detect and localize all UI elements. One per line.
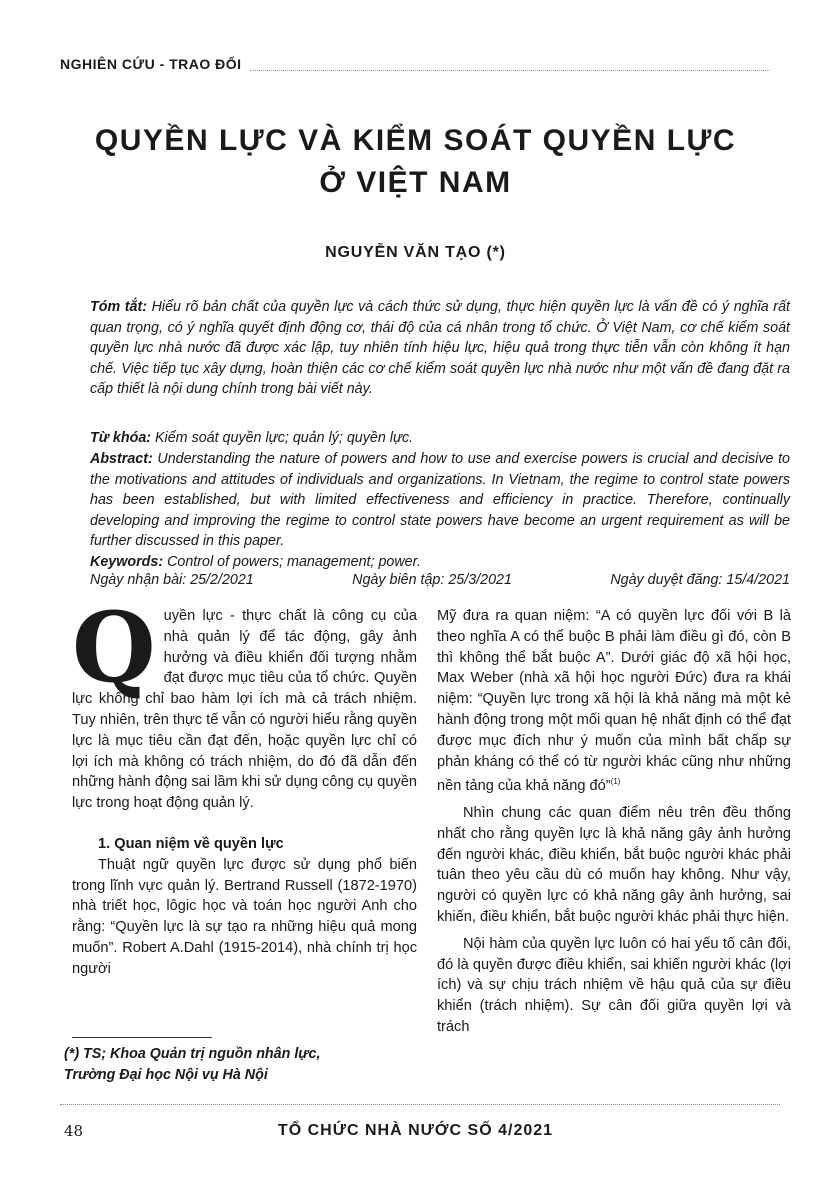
keywords-english: [90, 552, 790, 573]
date-received: Ngày nhận bài: 25/2/2021: [90, 572, 254, 588]
drop-cap: Q: [72, 591, 156, 704]
author-footnote: [64, 1044, 424, 1086]
body-left-column: [72, 591, 417, 980]
article-dates: [90, 572, 790, 588]
page-number: 48: [64, 1122, 84, 1140]
abstract-vi-text: Hiểu rõ bản chất của quyền lực và cách thức sử dụng, thực hiện quyền lực là vấn đề có ý nghĩa rất quan trọng, có ý nghĩa quyết định động cơ, thái độ của cá nhân trong tổ chức. Ở Việt Nam, cơ chế kiểm soát quyền lực nhà nước đã được xác lập, tuy nhiên tính hiệu lực, hiệu quả trong thực tiễn vẫn còn không ít hạn chế. Việc tiếp tục xây dựng, hoàn thiện các cơ chế kiểm soát quyền lực nhà nước như một vấn đề đang đặt ra cấp thiết là nội dung chính trong bài viết này.: [90, 299, 790, 398]
article-title-line1: QUYỀN LỰC VÀ KIỂM SOÁT QUYỀN LỰC: [94, 124, 737, 157]
footnote-line1: (*) TS; Khoa Quản trị nguồn nhân lực,: [64, 1046, 321, 1062]
keywords-vietnamese: [90, 428, 790, 449]
date-approved: Ngày duyệt đăng: 15/4/2021: [610, 572, 790, 588]
abstract-vietnamese: [90, 297, 790, 400]
footnote-line2: Trường Đại học Nội vụ Hà Nội: [64, 1067, 268, 1083]
section-heading-1: 1. Quan niệm về quyền lực: [98, 835, 284, 852]
abstract-english: [90, 449, 790, 552]
paragraph-1-cont-text: Mỹ đưa ra quan niệm: “A có quyền lực đối với B là theo nghĩa A có thể buộc B phải làm điều gì đó, còn B thì không thể bắt buộc A”. Dưới giác độ xã hội học, Max Weber (nhà xã hội học người Đức) đưa ra khái niệm: “Quyền lực trong xã hội là khả năng mà một kẻ hành động trong một mối quan hệ nhất định có thể đạt được mục đích như ý muốn của mình bất chấp sự phản kháng có thể có từ người khác cũng như những nền tảng của khả năng đó”: [437, 608, 791, 795]
journal-issue: TỔ CHỨC NHÀ NƯỚC SỐ 4/2021: [277, 1122, 554, 1139]
intro-paragraph: [72, 591, 417, 814]
abstract-en-label: Abstract:: [90, 451, 153, 467]
keywords-vi-text: Kiểm soát quyền lực; quản lý; quyền lực.: [151, 430, 414, 446]
keywords-en-label: Keywords:: [90, 554, 164, 570]
section-label: NGHIÊN CỨU - TRAO ĐỔI: [60, 56, 242, 72]
date-edited: Ngày biên tập: 25/3/2021: [352, 572, 512, 588]
author-name: NGUYỄN VĂN TẠO (*): [325, 244, 506, 261]
footnote-rule: [72, 1037, 212, 1038]
body-paragraph-2: Nhìn chung các quan điểm nêu trên đều thống nhất cho rằng quyền lực là khả năng gây ảnh hưởng đến người khác, điều khiển, bắt buộc người khác phải tuân theo yêu cầu dù có muốn hay không. Như vậy, người có quyền lực có khả năng gây ảnh hưởng, sai khiến, điều khiển, bắt buộc người khác phải thực hiện.: [437, 805, 791, 926]
body-right-column: [437, 606, 791, 1038]
body-paragraph-1: Thuật ngữ quyền lực được sử dụng phổ biến trong lĩnh vực quản lý. Bertrand Russell (1872-1970) nhà triết học, lôgic học và toán học người Anh cho rằng: “Quyền lực là sự tạo ra những hiệu quả mong muốn”. Robert A.Dahl (1915-2014), nhà chính trị học người: [72, 856, 417, 977]
keywords-vi-label: Từ khóa:: [90, 430, 152, 446]
footer-rule: [60, 1104, 780, 1105]
article-title-line2: Ở VIỆT NAM: [319, 166, 512, 199]
abstract-vi-label: Tóm tắt:: [90, 299, 148, 315]
body-paragraph-1-continued: [437, 606, 791, 797]
keywords-en-text: Control of powers; management; power.: [163, 554, 421, 570]
intro-text: uyền lực - thực chất là công cụ của nhà quản lý để tác động, gây ảnh hưởng và điều khiển đối tượng nhằm đạt được mục tiêu của tổ chức. Quyền lực không chỉ bao hàm lợi ích mà cả trách nhiệm. Tuy nhiên, trên thực tế vẫn có người hiểu rằng quyền lực là mục tiêu cần đạt đến, hoặc quyền lực chỉ có lợi ích mà không có trách nhiệm, do đó đã dẫn đến những hành động sai lầm khi sử dụng công cụ quyền lực trong hoạt động quản lý.: [72, 608, 417, 812]
abstract-en-text: Understanding the nature of powers and how to use and exercise powers is crucial and decisive to the motivations and attitudes of individuals and organizations. In Vietnam, the regime to control state powers has been established, but with limited effectiveness and efficiency in practice. Therefore, continually developing and improving the regime to control state powers have become an urgent requirement as will be further discussed in this paper.: [90, 451, 790, 550]
header-rule: [250, 70, 770, 71]
body-paragraph-3: Nội hàm của quyền lực luôn có hai yếu tố cân đối, đó là quyền được điều khiển, sai khiến người khác (lợi ích) và sự chịu trách nhiệm về hậu quả của sự điều khiển (trách nhiệm). Sự cân đối giữa quyền lợi và trách: [437, 935, 791, 1035]
reference-marker: (1): [610, 777, 621, 787]
